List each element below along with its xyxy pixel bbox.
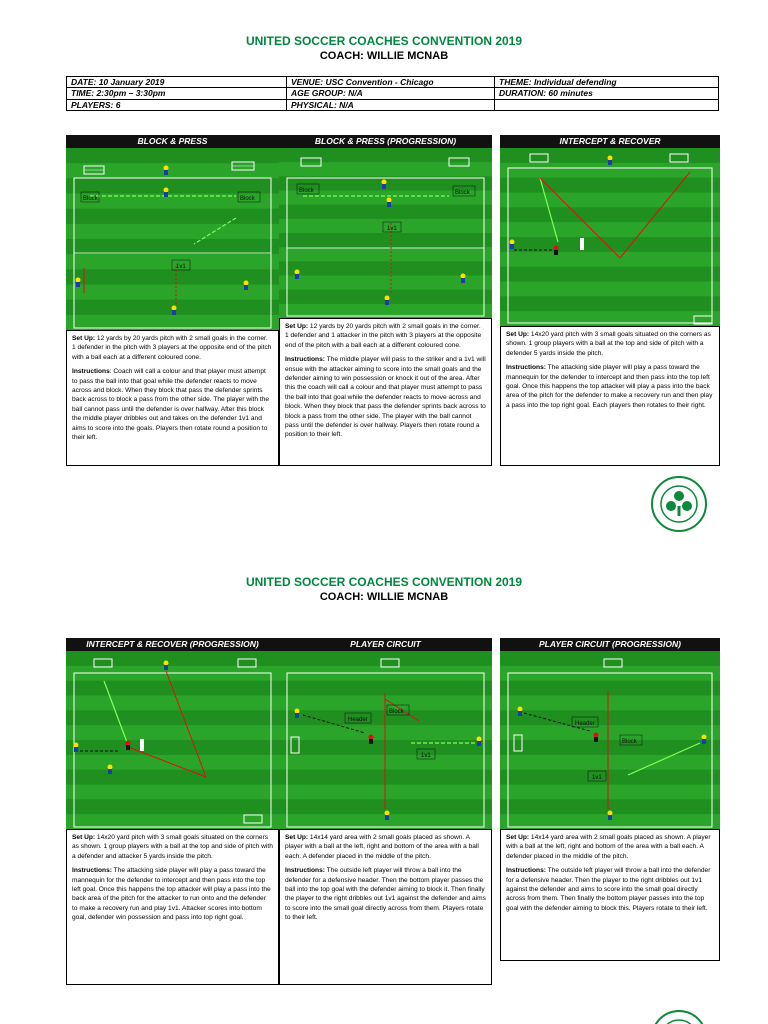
drill-4-description	[66, 829, 279, 985]
block-label: Block	[389, 709, 404, 715]
setup-label: Set Up:	[506, 331, 530, 338]
player-icon	[108, 765, 113, 775]
block-label: Block	[622, 739, 637, 745]
grass-stripe	[500, 696, 720, 711]
page1-coach: COACH: WILLIE MCNAB	[319, 50, 449, 62]
crest-icon	[651, 476, 707, 532]
grass-stripe	[500, 222, 720, 237]
grass-stripe	[66, 740, 279, 755]
time-cell: TIME: 2:30pm – 3:30pm	[67, 88, 287, 99]
player-icon	[608, 811, 613, 821]
grass-stripe	[500, 710, 720, 725]
grass-stripe	[500, 681, 720, 696]
player-icon	[461, 274, 466, 284]
mannequin-icon	[140, 739, 144, 751]
drill-1-title: BLOCK & PRESS	[66, 135, 279, 148]
instructions-text: The outside left player will throw a ball into the defender for a defensive header. Then the player to the right dribbles out 1v1 against the defender and aims to score into the small goal directly across from them. Then finally the bottom player passes into the top goal with the defender aiming to block this. Players rotate to their left.	[506, 867, 711, 912]
player-icon	[387, 198, 392, 208]
grass-stripe	[279, 261, 492, 276]
grass-stripe	[66, 209, 279, 225]
player-icon	[510, 240, 515, 250]
instructions-text: The attacking side player will play a pass toward the mannequin for the defender to intercept and then pass into the top left goal. Once this happens the top attacker will play a pass into the back area of the pitch for the defender to make a recovery run and then play a pass into the top right goal. Each players then rotates to their right.	[506, 364, 713, 409]
drill-4-title: INTERCEPT & RECOVER (PROGRESSION)	[66, 638, 279, 651]
drill-4-pitch	[66, 651, 279, 829]
grass-stripe	[279, 162, 492, 177]
player-icon	[477, 737, 482, 747]
grass-stripe	[66, 696, 279, 711]
grass-stripe	[66, 178, 279, 194]
grass-stripe	[66, 725, 279, 740]
player-icon	[295, 270, 300, 280]
setup-text: 12 yards by 20 yards pitch with 2 small goals in the corner. 1 defender and 1 attacker in the pitch with 3 players at the opposite end of the pitch with a ball each at a different coloured cone.	[285, 323, 482, 349]
pitch-stripes	[500, 148, 720, 326]
setup-text: 14x14 yard area with 2 small goals placed as shown. A player with a ball at the left, right and bottom of the area with a ball each. A defender placed in the middle of the pitch.	[285, 834, 479, 860]
page1-title: UNITED SOCCER COACHES CONVENTION 2019	[245, 34, 523, 48]
grass-stripe	[500, 740, 720, 755]
grass-stripe	[66, 239, 279, 255]
player-icon	[594, 733, 599, 743]
grass-stripe	[66, 770, 279, 785]
header-label: Header	[348, 717, 368, 723]
grass-stripe	[500, 755, 720, 770]
grass-stripe	[500, 770, 720, 785]
crest-icon	[651, 1010, 707, 1024]
player-icon	[702, 735, 707, 745]
pitch-stripes	[66, 651, 279, 829]
grass-stripe	[500, 311, 720, 326]
drill-6-description	[500, 829, 720, 961]
grass-stripe	[66, 224, 279, 240]
instructions-text: : Coach will call a colour and that player must attempt to pass the ball into that goal while the defender reacts to move across and block. When they block that pass the defender sprints back across to block a pass from the other side. The player with the ball cannot pass until the defender is over halfway. After this block the middle player dribbles out and takes on the defender 1v1 and aims to score into the goals. Players then rotate round a position to their left.	[72, 368, 270, 442]
drill-3-title: INTERCEPT & RECOVER	[500, 135, 720, 148]
pitch-stripes	[66, 148, 279, 330]
instructions-label: Instructions:	[285, 867, 325, 875]
player-icon	[382, 180, 387, 190]
grass-stripe	[279, 148, 492, 163]
drill-6-title: PLAYER CIRCUIT (PROGRESSION)	[500, 638, 720, 651]
drill-5-title: PLAYER CIRCUIT	[279, 638, 492, 651]
grass-stripe	[500, 282, 720, 297]
pitch-stripes	[500, 651, 720, 829]
player-icon	[164, 166, 169, 176]
grass-stripe	[66, 785, 279, 800]
instructions-text: The outside left player will throw a ball into the defender for a defensive header. Then the bottom player passes the ball into the top goal with the defender aiming to block it. Then finally the player to the right dribbles out 1v1 against the defender and aims to score into the small goal directly across from them. Players rotate to their left.	[285, 867, 486, 922]
player-icon	[126, 741, 131, 751]
grass-stripe	[500, 267, 720, 282]
venue-cell: VENUE: USC Convention - Chicago	[287, 77, 495, 88]
player-icon	[172, 306, 177, 316]
setup-text: 14x20 yard pitch with 3 small goals situated on the corners as shown. 1 group players with a ball at the top and side of pitch with a defender 5 yards inside the pitch.	[506, 331, 711, 357]
players-cell: PLAYERS: 6	[67, 99, 287, 110]
drill-2-description	[279, 318, 492, 466]
player-icon	[244, 281, 249, 291]
mannequin-icon	[580, 238, 584, 250]
drill-5-pitch	[279, 651, 492, 829]
instructions-text: The middle player will pass to the striker and a 1v1 will ensue with the attacker aiming to score into the small goals and the defender aiming to win possession or knock it out of the area. After this the coach will call a colour and that player must attempt to pass the ball into that goal while the defender reacts to move across and block. When they block that pass the defender sprints back across to block a pass from the other side. The player with the ball cannot pass until the defender is over hallway. Players then rotate round a position to their left.	[285, 356, 486, 439]
instructions-label: Instructions:	[285, 356, 325, 364]
grass-stripe	[66, 755, 279, 770]
player-icon	[385, 296, 390, 306]
grass-stripe	[66, 254, 279, 270]
setup-text: 14x14 yard area with 2 small goals placed as shown. A player with a ball at the left, right and bottom of the area with a ball each. A defender placed in the middle of the pitch.	[506, 834, 711, 860]
1v1-label: 1v1	[421, 753, 431, 759]
grass-stripe	[500, 237, 720, 252]
header-label: Header	[575, 721, 595, 727]
grass-stripe	[500, 178, 720, 193]
block-label: Block	[83, 196, 98, 202]
player-icon	[164, 188, 169, 198]
session-info-table	[66, 76, 719, 111]
setup-label: Set Up:	[285, 323, 309, 330]
grass-stripe	[500, 193, 720, 208]
block-label: Block	[455, 190, 470, 196]
duration-cell: DURATION: 60 minutes	[495, 88, 719, 99]
player-icon	[164, 661, 169, 671]
player-icon	[74, 743, 79, 753]
block-label: Block	[299, 188, 314, 194]
setup-label: Set Up:	[285, 834, 309, 841]
page2-header	[0, 574, 768, 605]
grass-stripe	[279, 247, 492, 262]
physical-cell: PHYSICAL: N/A	[287, 99, 495, 110]
setup-text: 14x20 yard pitch with 3 small goals situated on the corners as shown. 1 group players with a ball at the top and side of pitch with a defender and attacker 5 yards inside the pitch.	[72, 834, 273, 860]
player-icon	[518, 707, 523, 717]
drill-2-title: BLOCK & PRESS (PROGRESSION)	[279, 135, 492, 148]
grass-stripe	[279, 233, 492, 248]
date-cell: DATE: 10 January 2019	[67, 77, 287, 88]
grass-stripe	[279, 219, 492, 234]
instructions-label: Instructions:	[506, 867, 546, 875]
drill-6-pitch	[500, 651, 720, 829]
player-icon	[608, 156, 613, 166]
grass-stripe	[279, 276, 492, 291]
setup-label: Set Up:	[506, 834, 530, 841]
drill-1-pitch	[66, 148, 279, 330]
player-icon	[295, 709, 300, 719]
instructions-label: Instructions	[72, 368, 110, 376]
grass-stripe	[500, 725, 720, 740]
drill-2-pitch	[279, 148, 492, 318]
1v1-label: 1v1	[592, 775, 602, 781]
player-icon	[554, 246, 559, 256]
player-icon	[385, 811, 390, 821]
age-group-cell: AGE GROUP: N/A	[287, 88, 495, 99]
player-icon	[76, 278, 81, 288]
drill-3-description	[500, 326, 720, 466]
drill-1-description	[66, 330, 279, 466]
block-label: Block	[240, 196, 255, 202]
grass-stripe	[279, 205, 492, 220]
instructions-text: The attacking side player will play a pass toward the mannequin for the defender to intercept and then pass into the top left goal. Once this happens the top attacker will play a pass into the back area of the pitch for the attacker to run onto and the defender to make a recovery run and play 1v1. Attacker scores into bottom goal, defender win possession and pass into top right goal.	[72, 867, 271, 922]
page2-coach: COACH: WILLIE MCNAB	[319, 591, 449, 603]
instructions-label: Instructions:	[72, 867, 112, 875]
grass-stripe	[500, 252, 720, 267]
grass-stripe	[500, 296, 720, 311]
pitch-stripes	[279, 148, 492, 318]
grass-stripe	[66, 710, 279, 725]
drill-5-description	[279, 829, 492, 985]
drill-3-pitch	[500, 148, 720, 326]
grass-stripe	[66, 148, 279, 164]
1v1-label: 1v1	[176, 264, 186, 270]
1v1-label: 1v1	[387, 226, 397, 232]
setup-label: Set Up:	[72, 335, 96, 342]
grass-stripe	[500, 785, 720, 800]
grass-stripe	[66, 799, 279, 814]
grass-stripe	[500, 207, 720, 222]
instructions-label: Instructions:	[506, 364, 546, 372]
page2-title: UNITED SOCCER COACHES CONVENTION 2019	[245, 575, 523, 589]
setup-text: 12 yards by 20 yards pitch with 2 small goals in the corner. 1 defender in the pitch with 3 players at the opposite end of the pitch with a ball each at a different coloured cone.	[72, 335, 272, 361]
setup-label: Set Up:	[72, 834, 96, 841]
empty-cell	[495, 99, 719, 110]
theme-cell: THEME: Individual defending	[495, 77, 719, 88]
player-icon	[369, 735, 374, 745]
page1-header	[0, 33, 768, 64]
